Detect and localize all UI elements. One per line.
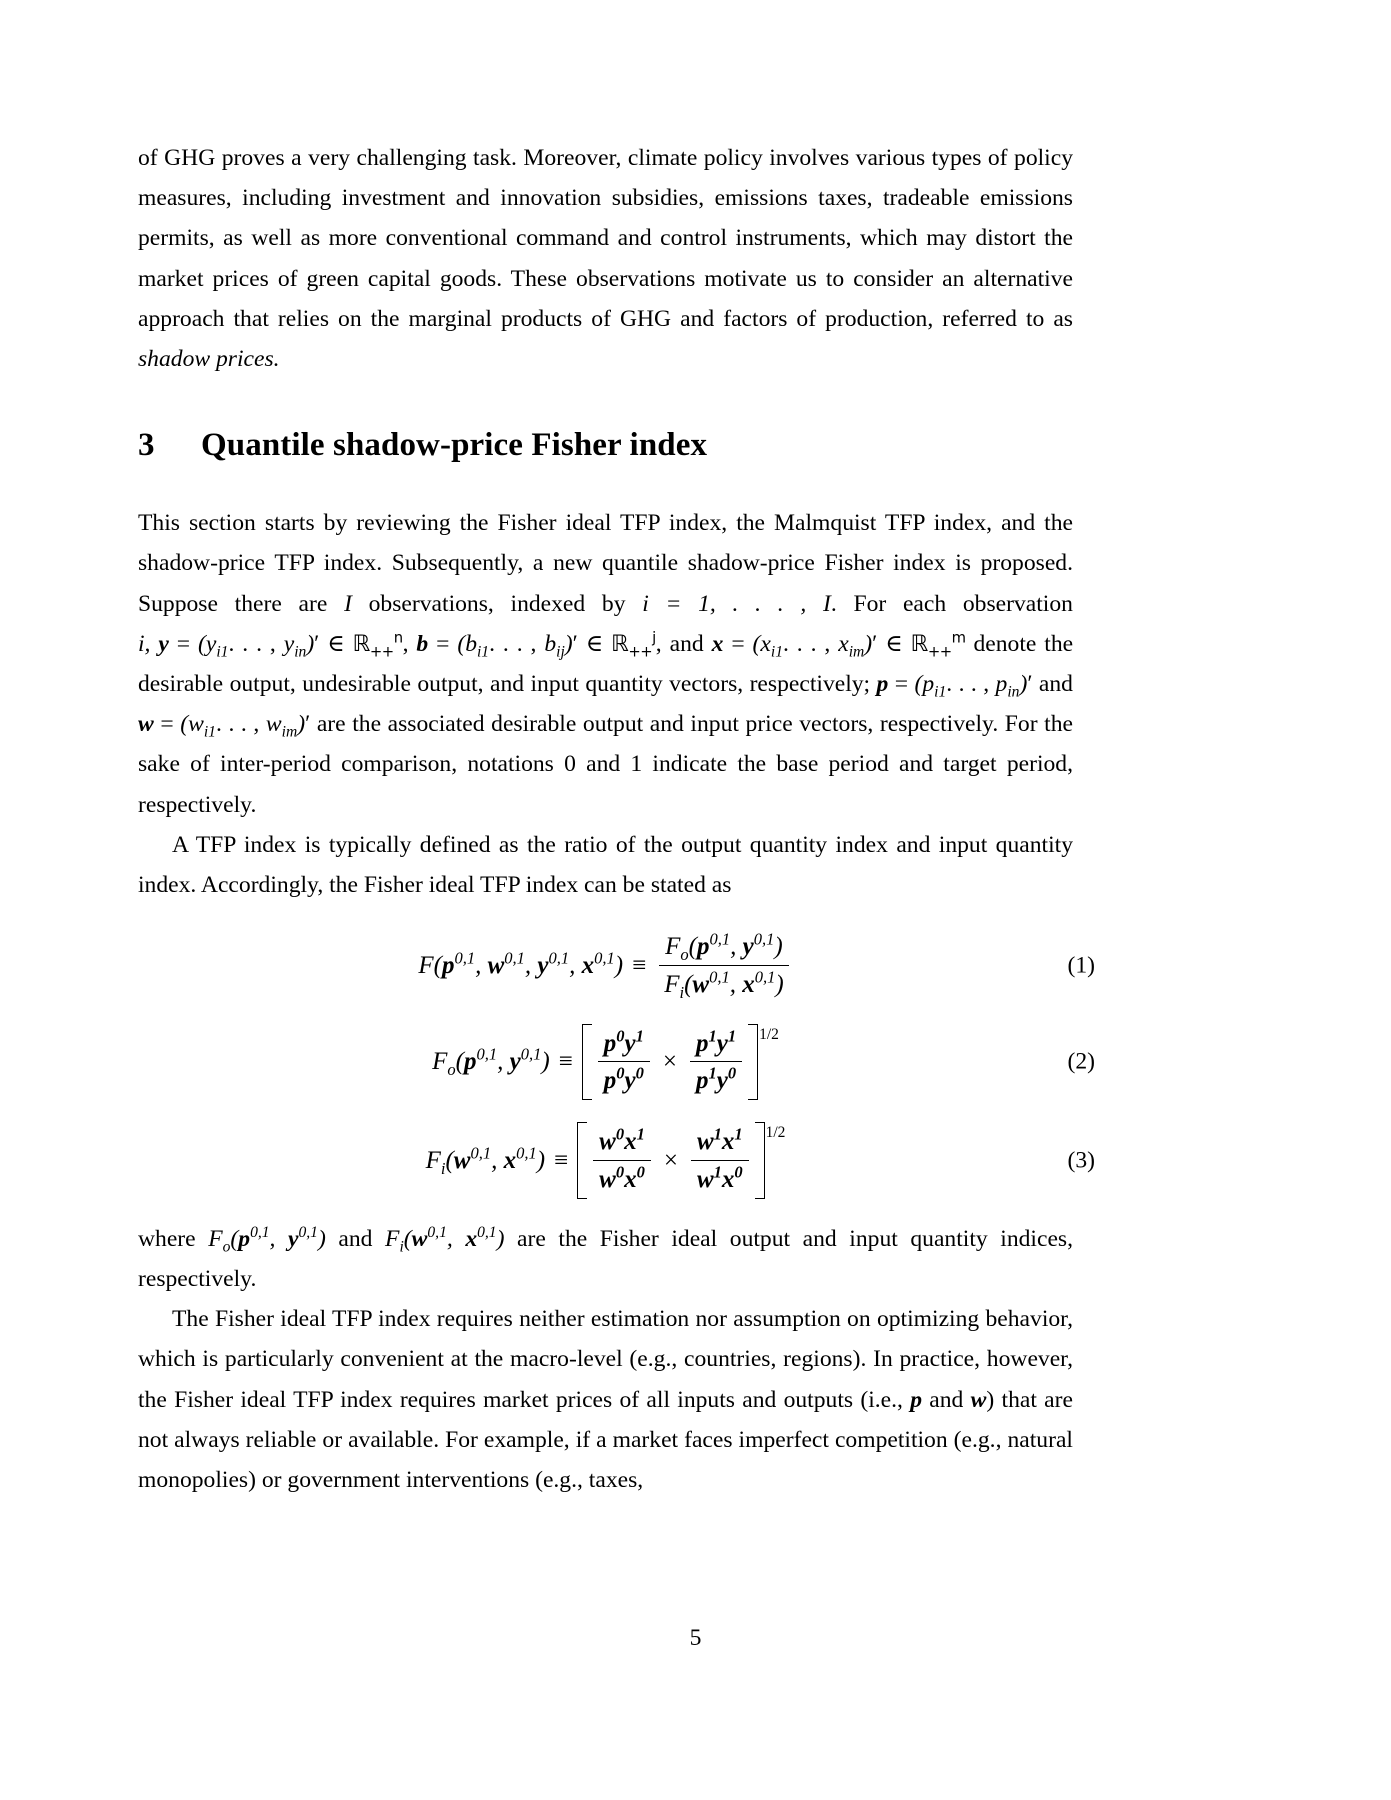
eq3-n2-w-sup: 1 (713, 1124, 722, 1144)
math-I: I (344, 590, 352, 617)
eq3-n2-w: $w^1$ (696, 1124, 722, 1156)
math-sub-b-i1: i1 (476, 643, 490, 661)
spacer-eq3 (138, 1100, 1073, 1122)
spacer-before-heading (138, 379, 1073, 423)
eq1-den-F: F (664, 970, 680, 998)
eq3-n1-w-sup: 0 (615, 1124, 625, 1144)
eq2-right-bracket (748, 1024, 758, 1101)
math-p-i1: $p_{i1}$ (922, 671, 947, 701)
math-ellipsis-b: . . . , (489, 630, 537, 657)
eq2-den-1 (598, 1062, 650, 1096)
eq3-equiv: ≡ (554, 1146, 569, 1174)
eq1-num-F: F (665, 933, 681, 961)
equation-2-row (138, 1024, 1095, 1101)
eq2-lhs: $F_o(p^{0,1}$, $y^{0,1}$) (432, 1044, 550, 1079)
math-Fo-sub: o (222, 1238, 231, 1256)
math-bold-b: b (416, 630, 429, 657)
eq2-num-2 (690, 1028, 742, 1062)
paragraph-fisher-requirements (138, 1299, 1073, 1500)
eq2-den-2 (690, 1062, 742, 1096)
math-vector-definitions: i, $y = (y_{i1}$. . . , $y_{in})'$ ∈ ℝ$_{++}^n$, $b = (b_{i1}$. . . , $b_{ij})'$ ∈ ℝ$_{++}^j$, and $x = (x_{i1}$. . . , $x_{im})'$ ∈ ℝ$_{++}^m$ (138, 629, 966, 661)
eq3-n1-x: $x^1$ (624, 1124, 645, 1156)
where-and: and (325, 1225, 386, 1252)
eq3-d1-w-sup: 0 (615, 1162, 625, 1182)
math-blackboard-R-3: ℝ$_{++}^m$ (910, 629, 966, 661)
eq1-fraction (658, 931, 789, 1000)
section-title: Quantile shadow-price Fisher index (201, 427, 708, 464)
math-b-i1: $b_{i1}$ (465, 630, 490, 661)
math-sup-n: n (393, 629, 403, 647)
math-ellipsis-x: . . . , (783, 630, 831, 657)
math-in-2: ∈ (585, 630, 604, 657)
eq3-n1-w: $w^0$ (599, 1124, 625, 1156)
math-p-in: $p_{in}$ (995, 671, 1020, 701)
math-w-i1: $w_{i1}$ (188, 711, 216, 741)
math-sub-i1-y: i1 (216, 643, 229, 661)
equation-2-number: (2) (1067, 1048, 1095, 1075)
eq3-d2-x: $x^0$ (721, 1162, 743, 1193)
paragraph-5-and: and (922, 1386, 971, 1413)
math-i-label: i, (138, 630, 151, 657)
eq3-n2-x: $x^1$ (721, 1124, 743, 1156)
eq3-num-2 (691, 1126, 749, 1160)
eq2-bracket-group (582, 1024, 758, 1101)
equation-3 (426, 1122, 786, 1199)
eq2-n1-p-sup: 0 (616, 1026, 625, 1046)
shadow-prices-italic: shadow prices. (138, 346, 280, 373)
paragraph-2-and: and (1038, 671, 1073, 698)
math-prime-y: ′ (314, 630, 320, 657)
paragraph-tfp-definition: A TFP index is typically defined as the ratio of the output quantity index and input quantity index. Accordingly, the Fisher ideal TFP index can be stated as (138, 831, 1073, 899)
eq2-left-bracket (582, 1024, 592, 1101)
paragraph-2-after-vectors: denote the desirable output, undesirable output, and input quantity vectors, respectively; (138, 630, 1074, 698)
equation-1-row (138, 929, 1095, 1002)
math-sup-j: j (652, 629, 656, 647)
eq3-lhs: $F_i(w^{0,1}$, $x^{0,1}$) (425, 1143, 546, 1178)
eq1-denominator: $F_i(w^{0,1}$, $x^{0,1}$) (664, 967, 784, 1002)
paragraph-section-intro (138, 503, 1073, 825)
math-sub-p-in: in (1007, 683, 1020, 701)
eq2-exponent: 1/2 (759, 1025, 779, 1043)
paragraph-2-mid: observations, indexed by (351, 590, 643, 617)
page-number: 5 (689, 1625, 702, 1651)
equation-3-number: (3) (1067, 1147, 1095, 1173)
eq3-fraction-1 (593, 1126, 651, 1195)
eq3-d2-w: $w^1$ (696, 1162, 722, 1193)
math-Fo-sup-p: 0,1 (250, 1223, 270, 1241)
math-comma-1: , (402, 630, 409, 657)
math-Fo-inline: $F_o(p^{0,1}$, $y^{0,1}$) (208, 1223, 326, 1256)
page-content (138, 138, 1095, 1500)
eq3-F: F (425, 1146, 441, 1174)
math-w-im: $w_{im}$ (265, 711, 298, 741)
paragraph-2-lead: This section starts by reviewing the Fisher ideal TFP index, the Malmquist TFP index, and the shadow-price TFP index. Subsequently, a new quantile shadow-price Fisher index is proposed. Suppose there are (138, 510, 1073, 617)
eq3-d2-x-sup: 0 (734, 1162, 743, 1182)
eq1-sup-x: 0,1 (594, 948, 615, 968)
eq3-times: × (663, 1146, 678, 1174)
paragraph-1-text: of GHG proves a very challenging task. Moreover, climate policy involves various types of policy measures, including investment and innovation subsidies, emissions taxes, tradeable emissions permits, as well as more conventional command and control instruments, which may distort the market prices of green capital goods. These observations motivate us to consider an alternative approach that relies on the marginal products of GHG and factors of production, referred to as (138, 145, 1073, 332)
math-equals-1: = (176, 630, 191, 657)
spacer-eq2 (138, 1000, 1073, 1024)
math-x-i1: $x_{i1}$ (760, 630, 783, 661)
math-sub-x-i1: i1 (770, 643, 783, 661)
math-ellipsis-y: . . . , (228, 630, 276, 657)
math-sup-m: m (951, 629, 966, 647)
eq3-fraction-2 (691, 1126, 749, 1195)
math-wage-vector: $w = (w_{i1}$. . . , $w_{im})'$ (138, 711, 311, 741)
math-sub-w-i1: i1 (203, 723, 216, 741)
paragraph-where-clause (138, 1219, 1073, 1299)
eq2-bracket-inner (595, 1024, 745, 1101)
math-blackboard-R-1: ℝ$_{++}^n$ (352, 629, 403, 661)
eq3-den-1 (593, 1161, 651, 1195)
eq3-left-bracket (577, 1122, 587, 1199)
eq3-d1-x: $x^0$ (624, 1162, 645, 1193)
eq2-d1-y: $y^0$ (624, 1063, 644, 1094)
math-bold-w: w (138, 711, 154, 738)
eq3-den-2 (691, 1161, 749, 1195)
math-prime-p: ′ (1027, 671, 1033, 698)
math-in-1: ∈ (327, 630, 345, 657)
paragraph-2-end: are the associated desirable output and input price vectors, respectively. For the sake of inter-period comparison, notations 0 and 1 indicate the base period and target period, respectively. (138, 711, 1073, 818)
math-y-i1: $y_{i1}$ (205, 630, 229, 661)
eq3-num-1 (593, 1126, 651, 1160)
eq3-sup-w: 0,1 (470, 1143, 492, 1163)
eq2-n1-y: $y^1$ (624, 1026, 644, 1057)
eq2-sub-o: o (447, 1060, 456, 1079)
math-equals-4: = (894, 671, 909, 698)
eq3-right-bracket (755, 1122, 765, 1199)
spacer-eq1 (138, 905, 1073, 931)
eq1-den-sup-x: 0,1 (754, 967, 776, 987)
eq2-num-1 (598, 1028, 650, 1062)
eq3-n1-x-sup: 1 (636, 1124, 645, 1144)
eq1-sup-w: 0,1 (504, 948, 525, 968)
math-equals-3: = (731, 630, 745, 657)
eq1-num-sub: o (680, 945, 689, 965)
math-Fo-sup-y: 0,1 (298, 1223, 318, 1241)
math-y-in: $y_{in}$ (283, 630, 307, 661)
math-ellipsis-w: . . . , (215, 711, 260, 738)
equation-2-block (138, 1024, 1095, 1101)
spacer-after-eq3 (138, 1199, 1073, 1219)
math-plusplus-1: ++ (369, 643, 394, 661)
eq3-bracket-group (577, 1122, 764, 1199)
paragraph-2-tail: . For each observation (830, 590, 1073, 617)
math-Fi-sup-x: 0,1 (477, 1223, 497, 1241)
math-index-range: i = 1, . . . , I (642, 590, 831, 617)
eq3-n2-x-sup: 1 (734, 1124, 743, 1144)
math-Fi-inline: $F_i(w^{0,1}$, $x^{0,1}$) (385, 1223, 505, 1256)
paragraph-5-tail: ) that are not always reliable or available. For example, if a market faces imperfect competition (e.g., natural monopolies) or government interventions (e.g., taxes, (138, 1386, 1073, 1493)
eq1-den-sub: i (679, 982, 685, 1002)
eq2-sup-p: 0,1 (476, 1044, 498, 1064)
math-bold-y: y (158, 630, 169, 657)
math-price-vectors: $p = (p_{i1}$. . . , $p_{in})'$ (876, 671, 1033, 701)
eq3-sub-i: i (440, 1158, 446, 1178)
math-sub-p-i1: i1 (934, 683, 947, 701)
math-ellipsis-p: . . . , (946, 671, 990, 698)
math-Fi-sup-w: 0,1 (427, 1223, 447, 1241)
eq2-d1-y-sup: 0 (635, 1063, 644, 1083)
math-bold-p: p (876, 671, 889, 698)
where-tail: are the Fisher ideal output and input quantity indices, respectively. (138, 1225, 1073, 1292)
paragraph-continued (138, 138, 1073, 379)
eq3-bracket-inner (590, 1122, 751, 1199)
math-plusplus-2: ++ (628, 643, 653, 661)
eq3-sup-x: 0,1 (516, 1143, 537, 1163)
eq1-numerator: $F_o(p^{0,1}$, $y^{0,1}$) (659, 931, 789, 965)
equation-1-number: (1) (1067, 952, 1095, 978)
eq2-F: F (432, 1048, 448, 1075)
eq2-n2-y: $y^1$ (716, 1026, 737, 1057)
eq2-d2-p: $p^1$ (695, 1063, 717, 1094)
equation-1 (418, 931, 792, 1000)
math-sub-in: in (294, 643, 307, 661)
equation-2 (432, 1024, 779, 1101)
eq2-equiv: ≡ (558, 1048, 573, 1075)
eq2-d2-y: $y^0$ (716, 1063, 737, 1094)
eq3-exponent: 1/2 (765, 1124, 786, 1142)
math-prime-x: ′ (872, 630, 878, 657)
math-prime-b: ′ (572, 630, 578, 657)
math-sub-im: im (848, 643, 865, 661)
equation-1-block (138, 929, 1095, 1002)
where-lead: where (138, 1225, 209, 1252)
equation-3-row (138, 1122, 1095, 1199)
eq3-d1-w: $w^0$ (599, 1162, 625, 1193)
eq1-num-sup-p: 0,1 (709, 929, 731, 949)
math-equals-2: = (436, 630, 450, 657)
math-and-1: and (669, 630, 704, 657)
math-bold-x: x (711, 630, 724, 657)
eq2-times: × (662, 1048, 677, 1075)
eq1-num-sup-y: 0,1 (753, 929, 775, 949)
eq3-d1-x-sup: 0 (636, 1162, 645, 1182)
eq1-equiv: ≡ (632, 951, 647, 979)
math-equals-5: = (160, 711, 174, 738)
math-sub-ij: ij (556, 643, 565, 661)
eq2-n2-p-sup: 1 (708, 1026, 717, 1046)
eq3-d2-w-sup: 1 (713, 1162, 722, 1182)
math-sub-w-im: im (281, 723, 298, 741)
math-inline-p: p (910, 1386, 922, 1413)
math-blackboard-R-2: ℝ$_{++}^j$ (611, 629, 656, 661)
eq2-n2-p: $p^1$ (695, 1026, 717, 1057)
eq2-sup-y: 0,1 (520, 1044, 542, 1064)
math-comma-2: , (655, 630, 662, 657)
math-plusplus-3: ++ (927, 643, 952, 661)
eq2-n1-y-sup: 1 (635, 1026, 644, 1046)
math-x-im: $x_{im}$ (838, 630, 865, 661)
math-Fi-sub: i (399, 1238, 404, 1256)
math-b-ij: $b_{ij}$ (544, 630, 565, 661)
eq2-d1-p-sup: 0 (616, 1063, 625, 1083)
eq2-d1-p: $p^0$ (603, 1063, 625, 1094)
eq1-lhs: $F(p^{0,1}$, $w^{0,1}$, $y^{0,1}$, $x^{0,1}$) (418, 948, 624, 979)
math-prime-w: ′ (305, 711, 311, 738)
eq2-fraction-2 (690, 1028, 742, 1097)
eq1-sup-p: 0,1 (454, 948, 476, 968)
section-heading (138, 423, 1073, 467)
eq2-n2-y-sup: 1 (727, 1026, 737, 1046)
equation-3-block (138, 1122, 1095, 1199)
eq2-n1-p: $p^0$ (603, 1026, 625, 1057)
eq1-sup-y: 0,1 (548, 948, 570, 968)
paragraph-5-lead: The Fisher ideal TFP index requires neither estimation nor assumption on optimizing behavior, which is particularly convenient at the macro-level (e.g., countries, regions). In practice, however, the Fisher ideal TFP index requires market prices of all inputs and outputs (i.e., (138, 1306, 1073, 1413)
eq2-d2-y-sup: 0 (727, 1063, 737, 1083)
math-inline-w: w (970, 1386, 987, 1413)
eq2-fraction-1 (598, 1028, 650, 1097)
eq1-F: F (418, 951, 434, 979)
eq1-den-sup-w: 0,1 (709, 967, 730, 987)
eq2-d2-p-sup: 1 (708, 1063, 717, 1083)
section-number: 3 (138, 427, 155, 464)
spacer-after-heading (138, 467, 1073, 503)
math-in-3: ∈ (885, 630, 903, 657)
